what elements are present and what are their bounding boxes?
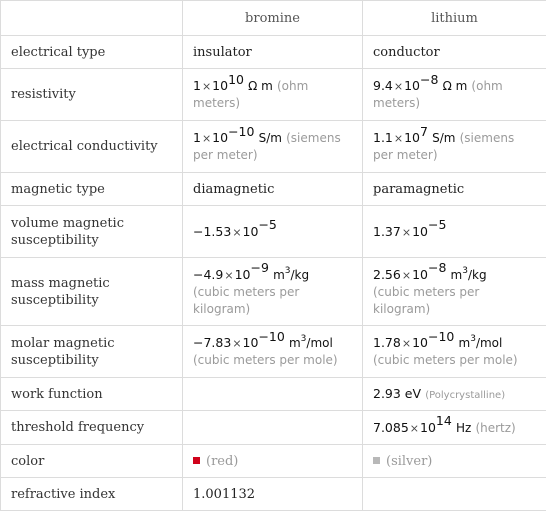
silver-swatch-icon <box>373 457 380 464</box>
row-electrical-type <box>1 36 546 69</box>
unit: $m^3/kg$ <box>450 265 487 282</box>
red-swatch-icon <box>193 457 200 464</box>
unit: Ω m <box>248 79 273 93</box>
mantissa: −7.83 <box>193 335 232 350</box>
lithium-magnetic-type: paramagnetic <box>363 173 546 206</box>
mantissa: −1.53 <box>193 223 232 239</box>
exponent: −5 <box>427 217 447 233</box>
row-color <box>1 445 546 478</box>
mantissa: −4.9 <box>193 266 224 282</box>
unit: $m^3$/mol <box>458 334 503 350</box>
lithium-threshold-frequency: $7.085\times 10^{14}$ Hz (hertz) <box>363 411 546 445</box>
row-resistivity <box>1 69 546 121</box>
exponent: 10 <box>228 71 244 87</box>
row-mass-susceptibility <box>1 258 546 326</box>
header-row <box>1 1 546 36</box>
unit-note: (cubic meters per kilogram) <box>193 284 300 316</box>
unit-note: (siemens per meter) <box>193 131 341 162</box>
base: 10 <box>212 130 229 145</box>
row-label: mass magnetic susceptibility <box>1 258 183 326</box>
base: 10 <box>404 78 421 93</box>
bromine-work-function <box>183 378 363 411</box>
row-refractive-index <box>1 478 546 511</box>
mantissa: 1 <box>193 78 201 93</box>
exponent: 14 <box>435 413 452 429</box>
exponent: 7 <box>420 123 428 139</box>
base: 10 <box>404 130 421 145</box>
row-threshold-frequency <box>1 411 546 445</box>
unit: $m^3/kg$ <box>273 265 310 282</box>
lithium-volume-susceptibility: $1.37\times 10^{-5}$ <box>363 206 546 258</box>
unit-note: (hertz) <box>475 420 516 435</box>
exponent: −9 <box>250 260 269 276</box>
bromine-threshold-frequency <box>183 411 363 445</box>
lithium-electrical-type: conductor <box>363 36 546 69</box>
color-name: (silver) <box>386 453 433 469</box>
lithium-resistivity: $9.4\times 10^{-8}$ Ω m (ohm meters) <box>363 69 546 121</box>
bromine-color <box>183 445 363 478</box>
unit-note: (ohm meters) <box>373 79 503 110</box>
exponent: −8 <box>420 71 439 87</box>
exponent: −10 <box>427 328 455 344</box>
unit-note: (siemens per meter) <box>373 131 515 162</box>
base: 10 <box>412 223 428 239</box>
lithium-refractive-index <box>363 478 546 511</box>
bromine-resistivity: $1\times 10^{10}$ Ω m (ohm meters) <box>183 69 363 121</box>
bromine-mass-susceptibility: $-4.9\times 10^{-9}$ $m^3/kg$ (cubic meters per kilogram) <box>183 258 363 326</box>
lithium-molar-susceptibility: $1.78\times 10^{-10}$ $m^3$/mol (cubic meters per mole) <box>363 326 546 378</box>
color-name: (red) <box>206 453 239 469</box>
unit: S/m <box>258 131 282 145</box>
bromine-volume-susceptibility: $-1.53\times 10^{-5}$ <box>183 206 363 258</box>
lithium-conductivity: $1.1\times 10^7$ S/m (siemens per meter) <box>363 121 546 173</box>
base: 10 <box>234 266 251 282</box>
mantissa: 1.78 <box>373 335 401 350</box>
header-bromine: bromine <box>183 1 363 36</box>
row-electrical-conductivity <box>1 121 546 173</box>
base: 10 <box>412 335 428 350</box>
exponent: −10 <box>258 328 285 344</box>
unit-note: (cubic meters per mole) <box>373 353 518 367</box>
unit: S/m <box>432 131 456 145</box>
lithium-work-function <box>363 378 546 411</box>
mantissa: 1 <box>193 130 201 145</box>
row-label: electrical type <box>1 36 183 69</box>
lithium-color <box>363 445 546 478</box>
row-label: threshold frequency <box>1 411 183 445</box>
value-note: (Polycrystalline) <box>425 389 506 401</box>
exponent: −5 <box>258 217 277 233</box>
unit-note: (cubic meters per kilogram) <box>373 284 480 316</box>
unit-note: (ohm meters) <box>193 79 309 110</box>
bromine-refractive-index: 1.001132 <box>183 478 363 511</box>
row-label: refractive index <box>1 478 183 511</box>
exponent: −10 <box>228 123 255 139</box>
row-label: electrical conductivity <box>1 121 183 173</box>
mantissa: 7.085 <box>373 419 409 435</box>
exponent: −8 <box>427 260 447 276</box>
mantissa: 9.4 <box>373 78 393 93</box>
mantissa: 1.37 <box>373 223 401 239</box>
header-empty-cell <box>1 1 183 36</box>
row-label: magnetic type <box>1 173 183 206</box>
unit: Hz <box>455 420 472 435</box>
base: 10 <box>412 266 428 282</box>
base: 10 <box>212 78 229 93</box>
mantissa: 1.1 <box>373 130 393 145</box>
unit: Ω m <box>442 79 468 93</box>
bromine-molar-susceptibility: $-7.83\times 10^{-10}$ $m^3$/mol (cubic meters per mole) <box>183 326 363 378</box>
row-work-function <box>1 378 546 411</box>
base: 10 <box>242 335 259 350</box>
row-label: work function <box>1 378 183 411</box>
row-molar-susceptibility <box>1 326 546 378</box>
unit-note: (cubic meters per mole) <box>193 353 338 367</box>
base: 10 <box>420 419 436 435</box>
row-volume-susceptibility <box>1 206 546 258</box>
row-label: color <box>1 445 183 478</box>
value: 2.93 eV <box>373 385 422 401</box>
header-lithium: lithium <box>363 1 546 36</box>
row-magnetic-type <box>1 173 546 206</box>
bromine-conductivity: $1\times 10^{-10}$ S/m (siemens per meter) <box>183 121 363 173</box>
bromine-magnetic-type: diamagnetic <box>183 173 363 206</box>
row-label: volume magnetic susceptibility <box>1 206 183 258</box>
unit: $m^3$/mol <box>288 334 333 350</box>
base: 10 <box>242 223 259 239</box>
mantissa: 2.56 <box>373 266 401 282</box>
lithium-mass-susceptibility: $2.56\times 10^{-8}$ $m^3/kg$ (cubic meters per kilogram) <box>363 258 546 326</box>
row-label: molar magnetic susceptibility <box>1 326 183 378</box>
bromine-electrical-type: insulator <box>183 36 363 69</box>
row-label: resistivity <box>1 69 183 121</box>
